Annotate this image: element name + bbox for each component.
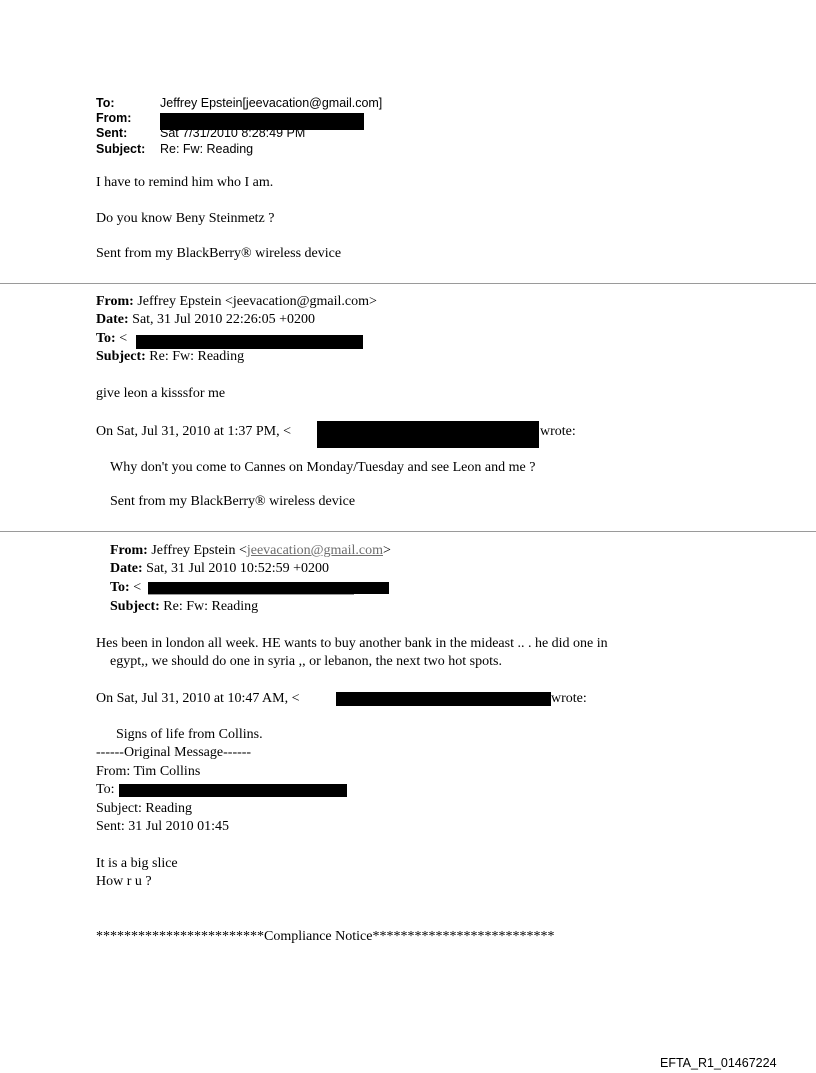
message2-to-row [96, 331, 127, 347]
redaction-bar [119, 784, 347, 797]
message3-subject-label: Subject: [110, 599, 160, 614]
header-subject-label: Subject: [96, 142, 146, 156]
message2-subject-label: Subject: [96, 349, 146, 364]
message2-quote-signature: Sent from my BlackBerry® wireless device [110, 494, 356, 509]
message2-from-row [96, 294, 377, 310]
divider-rule [0, 283, 816, 284]
message3-from-suffix: > [382, 543, 391, 558]
original-divider: ------Original Message------ [96, 745, 252, 760]
header-from-row [96, 111, 160, 126]
original-line1: It is a big slice [96, 856, 178, 871]
message3-to-row [110, 580, 141, 596]
header-sent-row [96, 126, 305, 141]
message3-body-line2: egypt,, we should do one in syria ,, or lebanon, the next two hot spots. [110, 654, 502, 669]
message2-from-value: Jeffrey Epstein <jeevacation@gmail.com> [137, 294, 377, 309]
divider-rule [0, 531, 816, 532]
compliance-notice: ************************Compliance Notice************************** [96, 929, 555, 944]
message3-quote-intro-end: wrote: [551, 691, 587, 706]
message1-line1: I have to remind him who I am. [96, 175, 274, 190]
document-id: EFTA_R1_01467224 [660, 1056, 777, 1070]
header-sent-label: Sent: [96, 126, 128, 140]
redaction-bar [336, 692, 551, 706]
message3-body-line1: Hes been in london all week. HE wants to buy another bank in the mideast .. . he did one in [96, 636, 608, 651]
message3-to-value: < [133, 580, 142, 595]
header-from-label: From: [96, 111, 132, 125]
message3-subject-value: Re: Fw: Reading [163, 599, 259, 614]
message2-quote-intro-end: wrote: [540, 424, 576, 439]
message2-date-value: Sat, 31 Jul 2010 22:26:05 +0200 [132, 312, 316, 327]
message2-date-row [96, 312, 315, 328]
message3-email-link[interactable]: jeevacation@gmail.com [246, 543, 383, 558]
message2-subject-row [96, 349, 244, 365]
redaction-bar [148, 582, 389, 594]
message1-line2: Do you know Beny Steinmetz ? [96, 211, 275, 226]
message3-date-label: Date: [110, 561, 143, 576]
message2-quote-line: Why don't you come to Cannes on Monday/Tuesday and see Leon and me ? [110, 460, 536, 475]
message3-from-row [110, 543, 391, 559]
message2-from-label: From: [96, 294, 134, 309]
underline-remnant [148, 594, 354, 595]
original-signs: Signs of life from Collins. [116, 727, 263, 742]
message2-date-label: Date: [96, 312, 129, 327]
message2-body: give leon a kisssfor me [96, 386, 226, 401]
original-from: From: Tim Collins [96, 764, 201, 779]
header-to-value: Jeffrey Epstein[jeevacation@gmail.com] [160, 96, 383, 110]
message3-quote-intro: On Sat, Jul 31, 2010 at 10:47 AM, < [96, 691, 300, 706]
header-subject-row [96, 142, 253, 157]
message2-to-label: To: [96, 331, 116, 346]
redaction-bar [136, 335, 363, 349]
header-sent-value: Sat 7/31/2010 8:28:49 PM [160, 126, 306, 140]
header-subject-value: Re: Fw: Reading [160, 142, 254, 156]
message2-subject-value: Re: Fw: Reading [149, 349, 245, 364]
redaction-bar [317, 421, 539, 448]
message2-quote-intro: On Sat, Jul 31, 2010 at 1:37 PM, < [96, 424, 291, 439]
message3-subject-row [110, 599, 258, 615]
original-subject: Subject: Reading [96, 801, 193, 816]
message3-from-label: From: [110, 543, 148, 558]
message3-from-prefix: Jeffrey Epstein < [151, 543, 247, 558]
original-line2: How r u ? [96, 874, 152, 889]
header-to-row [96, 96, 382, 111]
message2-to-value: < [119, 331, 128, 346]
header-to-label: To: [96, 96, 115, 110]
message1-signature: Sent from my BlackBerry® wireless device [96, 246, 342, 261]
message3-date-value: Sat, 31 Jul 2010 10:52:59 +0200 [146, 561, 330, 576]
message3-to-label: To: [110, 580, 130, 595]
original-to: To: [96, 782, 115, 797]
original-sent: Sent: 31 Jul 2010 01:45 [96, 819, 230, 834]
message3-date-row [110, 561, 329, 577]
